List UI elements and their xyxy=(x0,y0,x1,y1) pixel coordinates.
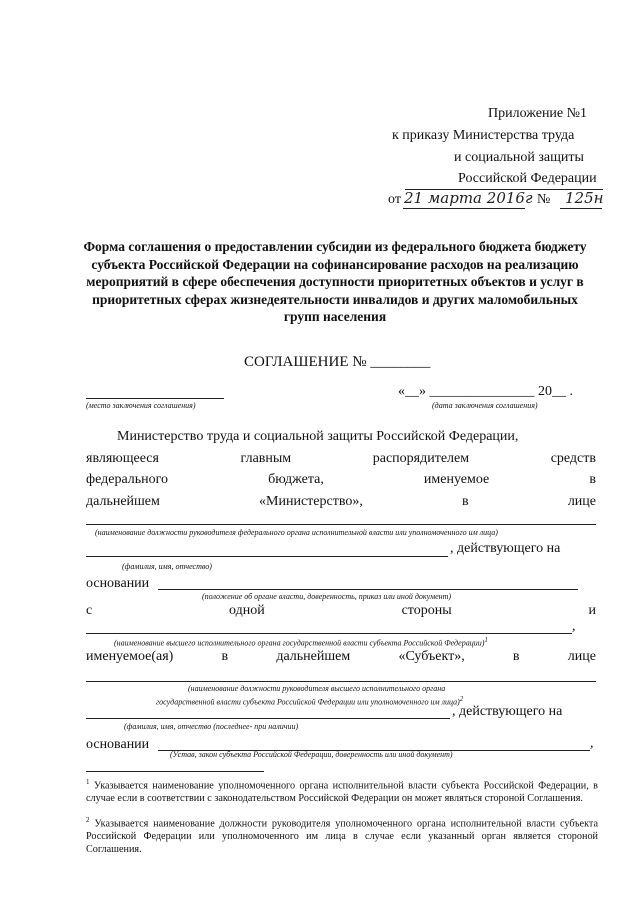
footnote-2: $^2$ Указывается наименование должности руководителя уполномоченного органа исполнительной власти субъекта Российской Федерации или уполномоченного им лица в случае если указанный орган является стороной Соглашения. xyxy=(86,816,598,856)
place-caption: (место заключения соглашения) xyxy=(86,401,196,410)
ministry-position-line xyxy=(86,524,596,525)
place-line xyxy=(86,398,224,399)
basis-label-1: основании xyxy=(86,576,150,591)
order-date-handwritten: 21 марта 2016г xyxy=(404,189,533,207)
subject-name-line xyxy=(86,718,450,719)
appendix-number: Приложение №1 xyxy=(488,106,587,121)
ministry-name-line xyxy=(86,556,448,557)
subject-position-caption-a: (наименование должности руководителя высшего исполнительного органа xyxy=(188,684,446,693)
footnote-separator xyxy=(86,771,264,772)
basis-label-2: основании xyxy=(86,737,150,752)
acting-basis-1: , действующего на xyxy=(450,541,561,556)
subject-executive-caption: (наименование высшего исполнительного органа государственной власти субъекта Российской Федерации)$^1$ xyxy=(114,636,488,648)
footnote-1: $^1$ Указывается наименование уполномоченного органа исполнительной власти субъекта Российской Федерации, в случае если в соответствии с законодательством Российской Федерации он может являться стороной Соглашения. xyxy=(86,778,598,805)
ministry-name-caption: (фамилия, имя, отчество) xyxy=(122,562,212,571)
date-caption: (дата заключения соглашения) xyxy=(432,401,538,410)
form-title: Форма соглашения о предоставлении субсидии из федерального бюджета бюджету субъекта Российской Федерации на софинансирование расходов на реализацию мероприятий в сфере обеспечения доступности приоритетных объектов и услуг в приоритетных сферах жизнедеятельности инвалидов и других маломобильных групп населения xyxy=(83,239,587,325)
body-line-3: федерального бюджета, именуемое в xyxy=(86,472,596,487)
body-line-side: с одной стороны и xyxy=(86,603,596,618)
order-reference: к приказу Министерства труда xyxy=(392,128,575,143)
order-number-line xyxy=(560,208,602,209)
order-number-label: № xyxy=(537,192,551,207)
subject-executive-line xyxy=(86,633,572,634)
comma-1: , xyxy=(572,619,576,634)
acting-basis-2: , действующего на xyxy=(452,704,563,719)
subject-name-caption: (фамилия, имя, отчество (последнее- при наличии) xyxy=(124,722,299,731)
order-date-line xyxy=(403,208,525,209)
subject-position-line xyxy=(86,681,596,682)
body-line-4: дальнейшем «Министерство», в лице xyxy=(86,494,596,509)
order-number-handwritten: 125н xyxy=(565,189,604,207)
comma-2: , xyxy=(590,736,594,751)
body-line-2: являющееся главным распорядителем средств xyxy=(86,451,596,466)
basis-line-1 xyxy=(158,589,578,590)
ministry-position-caption: (наименование должности руководителя федерального органа исполнительной власти или уполномоченного им лица) xyxy=(95,528,498,537)
basis-caption-1: (положение об органе власти, доверенность, приказ или иной документ) xyxy=(202,592,452,601)
body-line-named: именуемое(ая) в дальнейшем «Субъект», в лице xyxy=(86,649,596,664)
basis-caption-2: (Устав, закон субъекта Российской Федерации, доверенность или иной документ) xyxy=(170,750,453,759)
subject-position-caption-b: государственной власти субъекта Российской Федерации или уполномоченного им лица)$^2$ xyxy=(156,695,464,707)
federation-line: Российской Федерации xyxy=(458,171,597,186)
party-ministry-line: Министерство труда и социальной защиты Российской Федерации, xyxy=(117,429,519,444)
agreement-heading: СОГЛАШЕНИЕ № ________ xyxy=(244,354,431,370)
agreement-date: «__» _______________ 20__ . xyxy=(398,384,573,399)
order-date-prefix: от xyxy=(388,192,401,207)
ministry-line: и социальной защиты xyxy=(454,150,584,165)
